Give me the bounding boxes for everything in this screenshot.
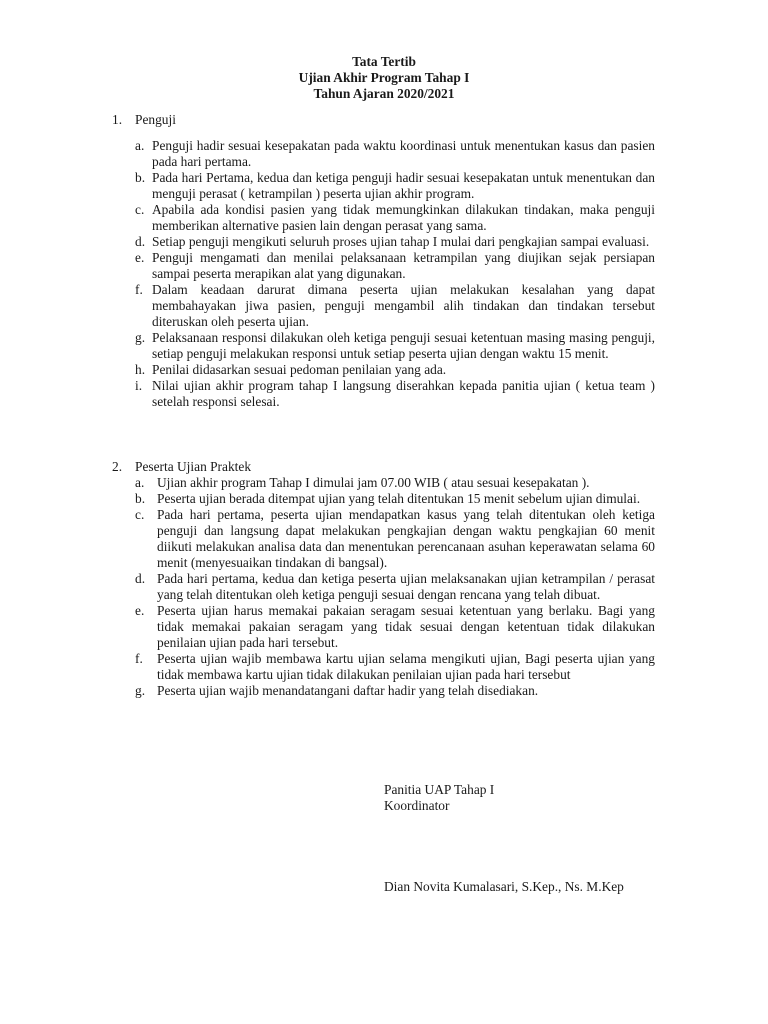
list-item (135, 683, 655, 699)
doc-year: Tahun Ajaran 2020/2021 (313, 86, 455, 101)
list-item (135, 202, 655, 234)
section-list (135, 138, 655, 410)
item-text: Penilai didasarkan sesuai pedoman penilaian yang ada. (152, 362, 447, 377)
item-text: Ujian akhir program Tahap I dimulai jam 07.00 WIB ( atau sesuai kesepakatan ). (157, 475, 590, 490)
item-text: Penguji hadir sesuai kesepakatan pada waktu koordinasi untuk menentukan kasus dan pasien pada hari pertama. (152, 138, 655, 169)
item-label: h. (135, 362, 146, 377)
item-text: Penguji mengamati dan menilai pelaksanaan ketrampilan yang diujikan sejak persiapan sampai peserta merapikan alat yang digunakan. (152, 250, 655, 281)
item-label: d. (135, 234, 146, 249)
item-text: Dalam keadaan darurat dimana peserta ujian melakukan kesalahan yang dapat membahayakan jiwa pasien, penguji mengambil alih tindakan dan tindakan tersebut diteruskan oleh peserta ujian. (152, 282, 655, 329)
list-item (135, 491, 655, 507)
item-text: Pada hari pertama, peserta ujian mendapatkan kasus yang telah ditentukan oleh ketiga penguji dan langsung dapat melakukan pengkajian dengan waktu pengkajian 60 menit diikuti melakukan analisa data dan menentukan perencanaan asuhan keperawatan selama 60 menit (menyesuaikan tindakan di bangsal). (157, 507, 655, 570)
item-text: Pada hari pertama, kedua dan ketiga peserta ujian melaksanakan ujian ketrampilan / perasat yang telah ditentukan oleh ketiga penguji sesuai dengan rencana yang telah dibuat. (157, 571, 655, 602)
section-heading (112, 459, 251, 475)
item-label: g. (135, 330, 146, 345)
list-item (135, 362, 655, 378)
list-item (135, 651, 655, 683)
item-label: f. (135, 282, 143, 297)
item-label: e. (135, 250, 145, 265)
item-label: c. (135, 202, 145, 217)
item-label: a. (135, 138, 145, 153)
item-text: Pada hari Pertama, kedua dan ketiga penguji hadir sesuai kesepakatan untuk menentukan dan menguji perasat ( ketrampilan ) peserta ujian akhir program. (152, 170, 655, 201)
list-item (135, 507, 655, 571)
section-number: 2. (112, 459, 123, 474)
list-item (135, 603, 655, 651)
section-title: Penguji (135, 112, 176, 127)
list-item (135, 378, 655, 410)
section-title: Peserta Ujian Praktek (135, 459, 252, 474)
item-text: Peserta ujian wajib membawa kartu ujian selama mengikuti ujian, Bagi peserta ujian yang tidak membawa kartu ujian tidak dilakukan penilaian ujian pada hari tersebut (157, 651, 655, 682)
list-item (135, 475, 655, 491)
item-text: Peserta ujian wajib menandatangani daftar hadir yang telah disediakan. (157, 683, 539, 698)
doc-subtitle: Ujian Akhir Program Tahap I (298, 70, 470, 85)
item-label: i. (135, 378, 143, 393)
list-item (135, 138, 655, 170)
section-heading (112, 112, 176, 128)
item-label: d. (135, 571, 146, 586)
item-label: c. (135, 507, 145, 522)
list-item (135, 170, 655, 202)
list-item (135, 330, 655, 362)
list-item (135, 250, 655, 282)
item-label: b. (135, 491, 146, 506)
item-text: Peserta ujian berada ditempat ujian yang telah ditentukan 15 menit sebelum ujian dimulai. (157, 491, 641, 506)
signature-name: Dian Novita Kumalasari, S.Kep., Ns. M.Kep (384, 879, 624, 894)
item-text: Pelaksanaan responsi dilakukan oleh ketiga penguji sesuai ketentuan masing masing penguji, setiap penguji melakukan responsi untuk setiap peserta ujian dengan waktu 15 menit. (152, 330, 655, 361)
list-item (135, 571, 655, 603)
doc-title: Tata Tertib (352, 54, 416, 69)
list-item (135, 282, 655, 330)
list-item (135, 234, 655, 250)
item-label: g. (135, 683, 146, 698)
item-text: Peserta ujian harus memakai pakaian seragam sesuai ketentuan yang berlaku. Bagi yang tidak memakai pakaian seragam yang tidak sesuai dengan ketentuan tidak dilakukan penilaian ujian pada hari tersebut. (157, 603, 655, 650)
item-text: Apabila ada kondisi pasien yang tidak memungkinkan dilakukan tindakan, maka penguji memberikan alternative pasien lain dengan perasat yang sama. (152, 202, 655, 233)
item-label: e. (135, 603, 145, 618)
section-number: 1. (112, 112, 123, 127)
signature-role: Koordinator (384, 798, 450, 813)
item-text: Nilai ujian akhir program tahap I langsung diserahkan kepada panitia ujian ( ketua team ) setelah responsi selesai. (152, 378, 655, 409)
item-label: f. (135, 651, 143, 666)
signature-org: Panitia UAP Tahap I (384, 782, 495, 797)
item-label: a. (135, 475, 145, 490)
item-label: b. (135, 170, 146, 185)
section-list (135, 475, 655, 699)
item-text: Setiap penguji mengikuti seluruh proses ujian tahap I mulai dari pengkajian sampai evaluasi. (152, 234, 650, 249)
